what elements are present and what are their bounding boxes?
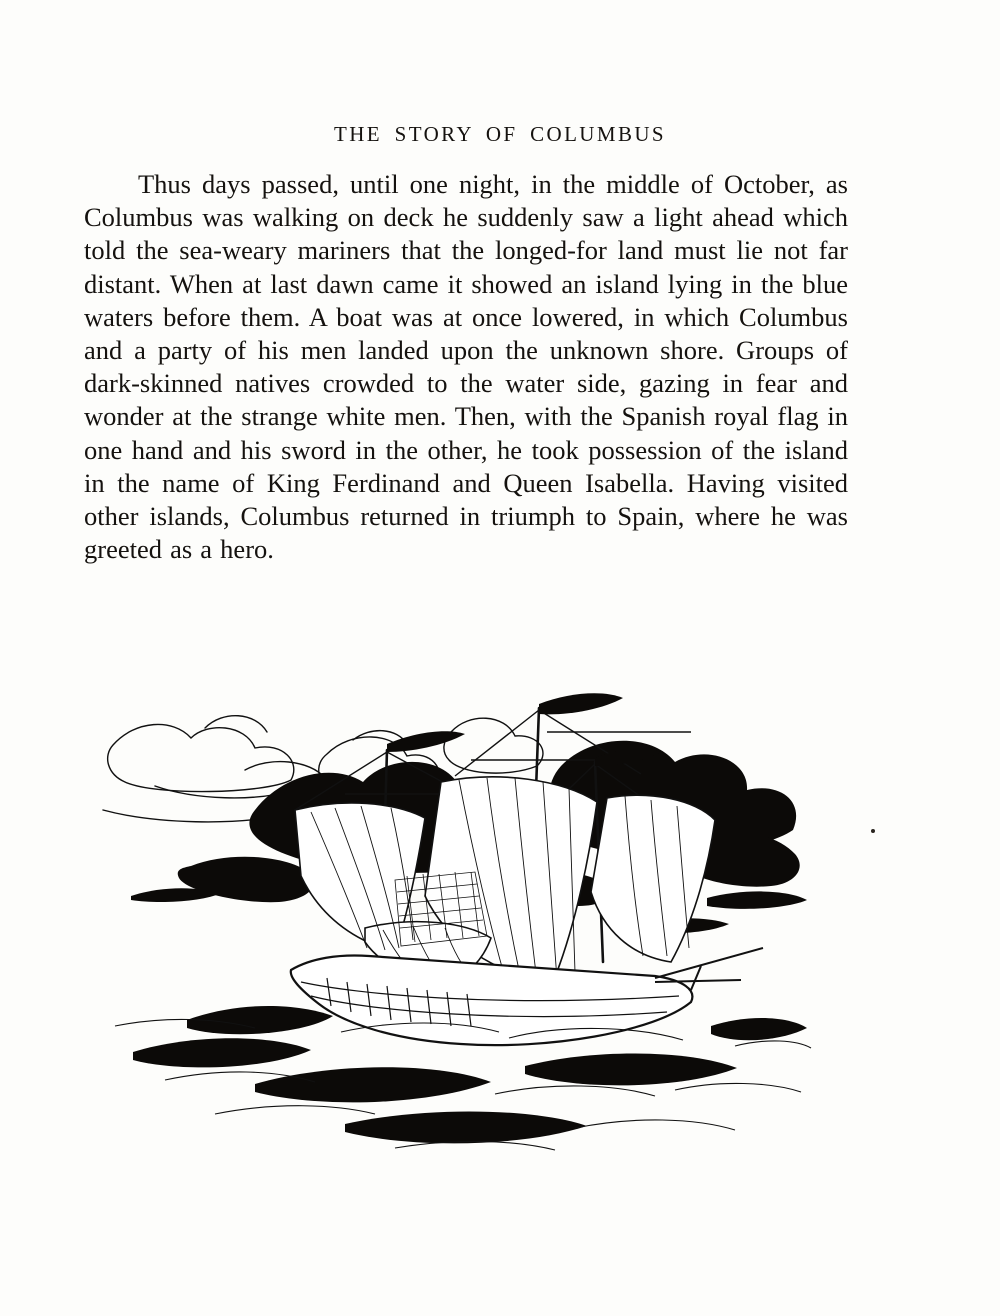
sailing-ship-in-rough-sea-illustration — [95, 690, 815, 1160]
page-title: THE STORY OF COLUMBUS — [333, 122, 667, 146]
paragraph-columbus-voyage: Thus days passed, until one night, in the middle of October, as Columbus was walking on deck he suddenly saw a light ahead which told the sea-weary mariners that the longed-for land must lie not far distant. When at last dawn came it showed an island lying in the blue waters before them. A boat was at once lowered, in which Columbus and a party of his men landed upon the unknown shore. Groups of dark-skinned natives crowded to the water side, gazing in fear and wonder at the strange white men. Then, with the Spanish royal flag in one hand and his sword in the other, he took possession of the island in the name of King Ferdinand and Queen Isabella. Having visited other islands, Columbus returned in triumph to Spain, where he was greeted as a hero. — [84, 169, 848, 565]
page-speck — [871, 829, 875, 833]
body-text-block — [84, 168, 848, 566]
